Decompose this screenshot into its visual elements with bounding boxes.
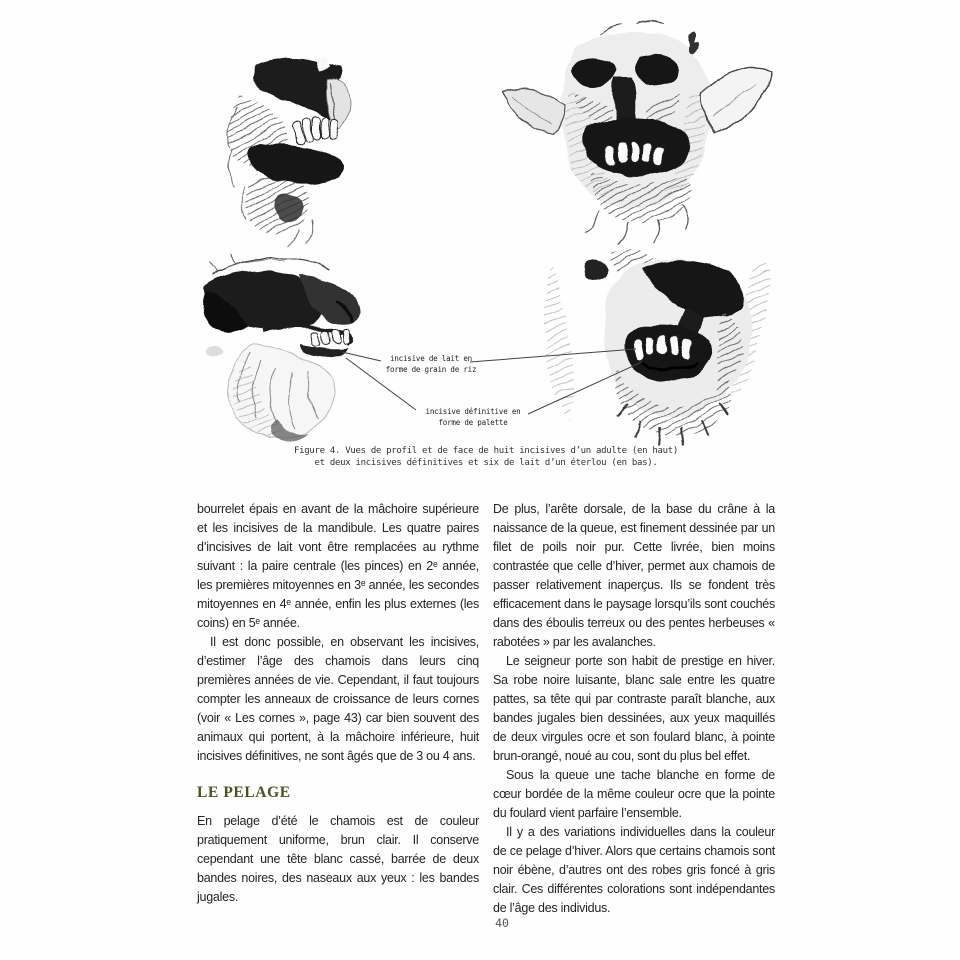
right-column [493,500,775,918]
page-number: 40 [495,916,509,930]
drawing-eterlou-head-front [545,249,770,446]
drawing-adult-head-front [504,21,772,244]
caption-line: Figure 4. Vues de profil et de face de huit incisives d’un adulte (en haut) [294,446,678,456]
section-heading-le-pelage: LE PELAGE [197,784,291,801]
paragraph-summer-coat: En pelage d’été le chamois est de couleur pratiquement uniforme, brun clair. Il conserve cependant une tête blanc cassé, barrée de deux bandes noires, des naseaux aux yeux : les bandes jugales. [197,814,479,904]
paragraph-tail-patch: Sous la queue une tache blanche en forme de cœur bordée de la même couleur ocre que la pointe du foulard vient parfaire l’ensemble. [493,768,775,820]
annotation-milk-incisor [383,353,479,375]
caption-line: et deux incisives définitives et six de lait d’un éterlou (en bas). [314,457,658,468]
drawing-adult-muzzle-profile [228,56,351,246]
drawing-eterlou-muzzle-profile [203,254,360,441]
paragraph-age-estimation: Il est donc possible, en observant les incisives, d’estimer l’âge des chamois dans leurs cinq premières années de vie. Cependant, il faut toujours compter les anneaux de croissance de leurs cornes (voir « Les cornes », page 43) car bien souvent des animaux qui portent, à la mâchoire inférieure, huit incisives définitives, ne sont âgés que de 3 ou 4 ans. [197,635,479,763]
annotation-text-line: incisive de lait en [390,354,472,363]
annotation-text-line: incisive définitive en [425,407,521,416]
paragraph-dorsal-ridge: De plus, l’arête dorsale, de la base du crâne à la naissance de la queue, est finement dessinée par un filet de poils noir pur. Cette livrée, bien moins contrastée que celle d’hiver, permet aux chamois de passer relativement inaperçus. Ils se fondent très efficacement dans le paysage lorsqu’ils sont couchés dans des éboulis terreux ou des pentes herbeuses « rabotées » par les avalanches. [493,502,775,649]
figure-caption [180,446,792,469]
left-column [197,500,479,907]
paragraph-color-variations: Il y a des variations individuelles dans la couleur de ce pelage d’hiver. Alors que certains chamois sont noir ébène, d’autres ont des robes gris foncé à gris clair. Ces différentes colorations sont indépendantes de l’âge des individus. [493,825,775,915]
annotation-permanent-incisor [418,406,528,428]
paragraph-winter-coat: Le seigneur porte son habit de prestige en hiver. Sa robe noire luisante, blanc sale entre les quatre pattes, sa tête qui par contraste paraît blanche, aux bandes jugales bien dessinées, aux yeux maquillés de deux virgules ocre et son foulard blanc, à pointe brun-orangé, noué au cou, sont du plus bel effet. [493,654,775,763]
annotation-text-line: forme de palette [438,418,508,427]
annotation-text-line: forme de grain de riz [385,365,477,374]
paragraph-teeth-replacement: bourrelet épais en avant de la mâchoire supérieure et les incisives de la mandibule. Les quatre paires d’incisives de lait vont être remplacées au rythme suivant : la paire centrale (les pinces) en 2ᵉ année, les premières mitoyennes en 3ᵉ année, les secondes mitoyennes en 4ᵉ année, enfin les plus externes (les coins) en 5ᵉ année. [197,502,479,630]
